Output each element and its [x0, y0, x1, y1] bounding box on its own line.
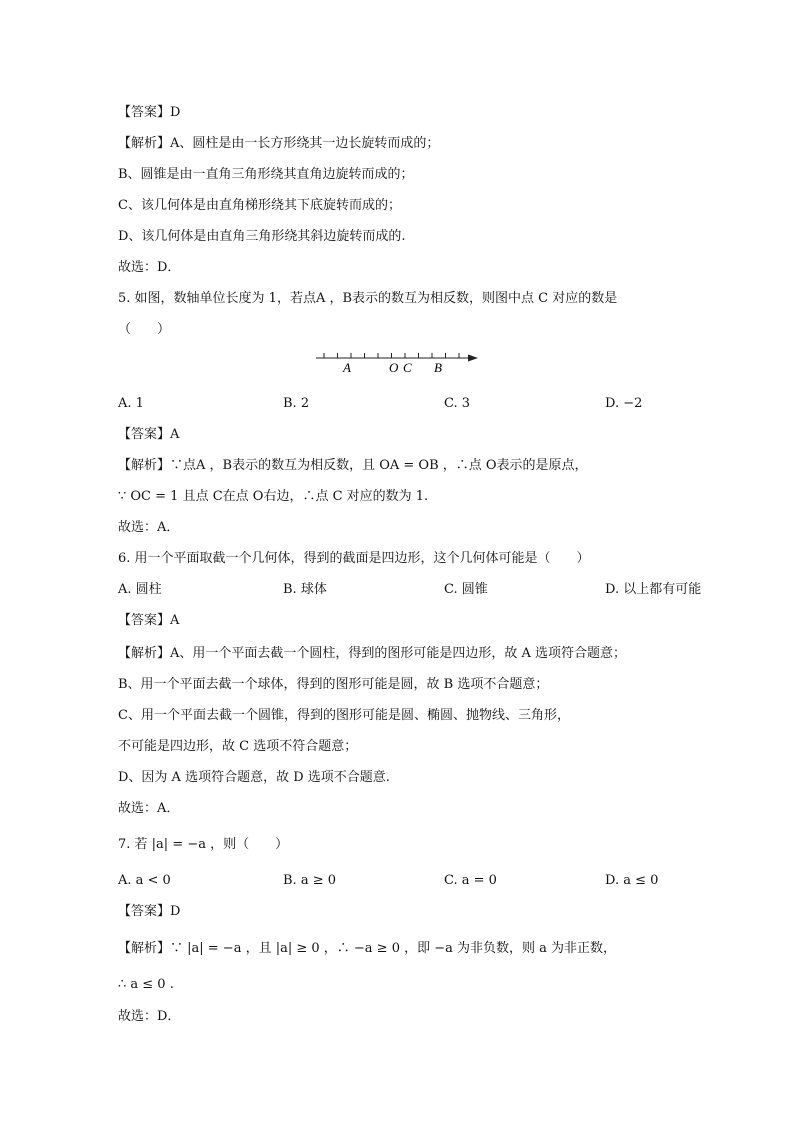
q5-stem-line-2: （ ） [118, 322, 171, 337]
q7-conclusion: 故选：D． [118, 1009, 181, 1024]
q5-option-c: C. 3 [444, 396, 471, 411]
q5-stem-line-1: 5. 如图，数轴单位长度为 1，若点A ，B表示的数互为相反数，则图中点 C 对应的数是 [118, 291, 618, 306]
number-line-label-b: B [434, 360, 442, 375]
q7-stem: 7. 若 |a| = −a ，则（ ） [118, 837, 289, 852]
q6-analysis-line-4: 不可能是四边形，故 C 选项不符合题意； [118, 739, 358, 754]
q6-analysis-line-5: D、因为 A 选项符合题意，故 D 选项不合题意. [118, 770, 390, 785]
q5-analysis-line-2: ∵ OC = 1 且点 C在点 O右边，∴点 C 对应的数为 1. [118, 489, 429, 504]
number-line-figure [312, 348, 484, 378]
q6-analysis-line-2: B、用一个平面去截一个球体，得到的图形可能是圆，故 B 选项不合题意； [118, 677, 549, 692]
q6-conclusion: 故选：A． [118, 801, 180, 816]
q5-option-b: B. 2 [283, 396, 310, 411]
number-line-ticks [324, 353, 459, 358]
q6-analysis-line-3: C、用一个平面去截一个圆锥，得到的图形可能是圆、椭圆、抛物线、三角形， [118, 708, 570, 723]
q5-options [118, 395, 678, 413]
q6-option-c: C. 圆锥 [444, 582, 488, 597]
q4-analysis-line-4: D、该几何体是由直角三角形绕其斜边旋转而成的. [118, 229, 406, 244]
q4-conclusion: 故选：D． [118, 260, 181, 275]
q6-options [118, 581, 702, 599]
q6-option-a: A. 圆柱 [118, 582, 162, 597]
number-line-label-c: C [403, 360, 412, 375]
number-line-arrow [468, 355, 478, 362]
number-line-label-a: A [343, 360, 351, 375]
q6-option-d: D. 以上都有可能 [605, 582, 702, 597]
q7-option-c: C. a = 0 [444, 873, 497, 888]
q7-analysis-line-2: ∴ a ≤ 0 . [118, 977, 174, 992]
q7-answer: 【答案】D [118, 904, 181, 919]
q4-analysis-line-3: C、该几何体是由直角梯形绕其下底旋转而成的； [118, 198, 401, 213]
q5-answer: 【答案】A [118, 427, 180, 442]
q7-options [118, 872, 678, 890]
q4-analysis-line-1: 【解析】A、圆柱是由一长方形绕其一边长旋转而成的； [118, 136, 440, 151]
q7-option-a: A. a < 0 [118, 873, 171, 888]
q4-analysis-line-2: B、圆锥是由一直角三角形绕其直角边旋转而成的； [118, 167, 414, 182]
q6-analysis-line-1: 【解析】A、用一个平面去截一个圆柱，得到的图形可能是四边形，故 A 选项符合题意； [118, 646, 627, 661]
q5-conclusion: 故选：A． [118, 520, 180, 535]
q6-stem: 6. 用一个平面取截一个几何体，得到的截面是四边形，这个几何体可能是（ ） [118, 551, 590, 566]
q6-answer: 【答案】A [118, 613, 180, 628]
q7-option-d: D. a ≤ 0 [605, 873, 659, 888]
number-line-label-o: O [389, 360, 399, 375]
q5-option-a: A. 1 [118, 396, 144, 411]
q5-analysis-line-1: 【解析】∵点A ，B表示的数互为相反数，且 OA = OB ，∴点 O表示的是原点， [118, 458, 588, 473]
q4-answer: 【答案】D [118, 105, 181, 120]
q7-option-b: B. a ≥ 0 [283, 873, 336, 888]
q6-option-b: B. 球体 [283, 582, 327, 597]
q5-option-d: D. −2 [605, 396, 643, 411]
q7-analysis-line-1: 【解析】∵ |a| = −a ，且 |a| ≥ 0 ，∴ −a ≥ 0 ，即 −a 为非负数，则 a 为非正数， [118, 941, 617, 956]
